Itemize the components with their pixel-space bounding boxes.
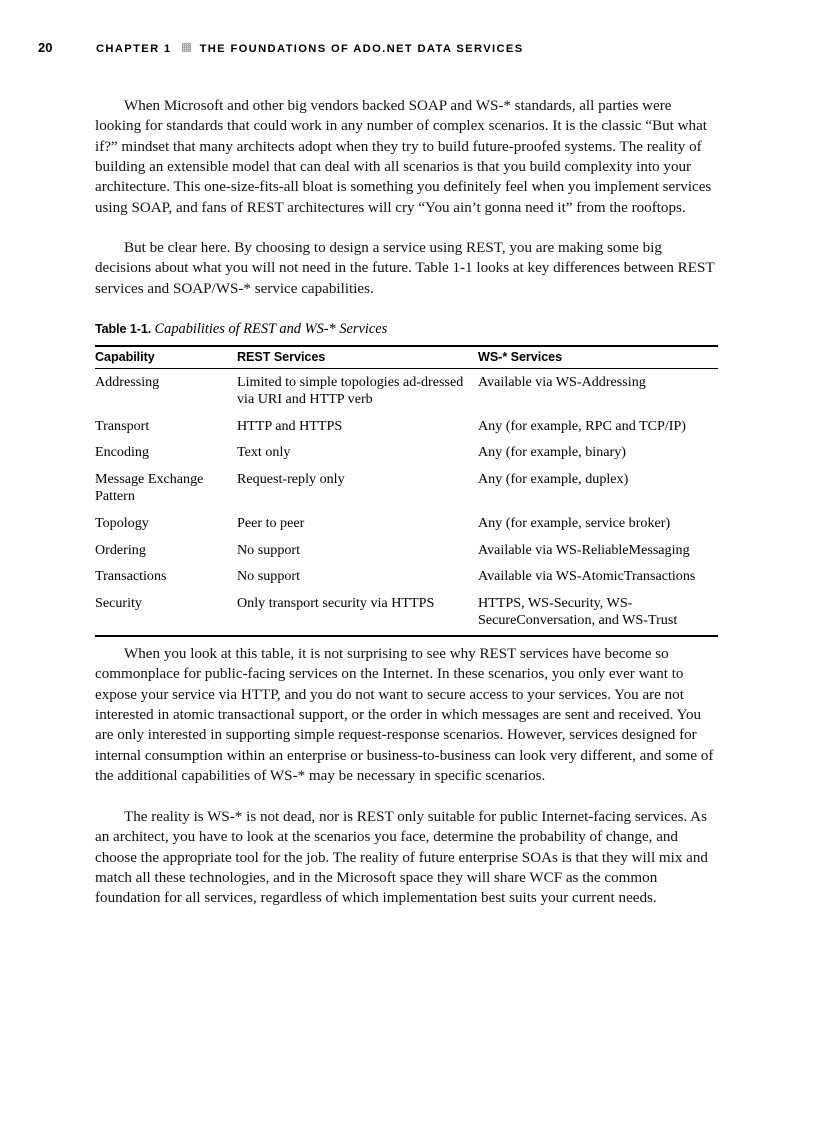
table-row xyxy=(95,413,718,440)
table-row xyxy=(95,590,718,635)
table-row xyxy=(95,511,718,538)
table-caption-label: Table 1-1. xyxy=(95,322,152,336)
cell-ws: Any (for example, RPC and TCP/IP) xyxy=(478,417,686,434)
dotted-square-ornament-icon xyxy=(182,43,191,52)
chapter-label: CHAPTER 1 xyxy=(96,43,172,55)
cell-rest: No support xyxy=(237,541,301,558)
cell-capability: Transactions xyxy=(95,568,167,585)
table-row xyxy=(95,440,718,467)
cell-ws: Available via WS-Addressing xyxy=(478,373,646,390)
cell-rest: Peer to peer xyxy=(237,515,305,532)
table-row xyxy=(95,369,718,414)
cell-ws: Any (for example, service broker) xyxy=(478,515,671,532)
cell-capability: Security xyxy=(95,594,142,611)
table-bottom-rule xyxy=(95,635,718,637)
column-header-rest-services: REST Services xyxy=(237,346,478,369)
running-head xyxy=(38,40,738,56)
table-caption xyxy=(95,320,718,338)
table-row xyxy=(95,564,718,591)
cell-ws: HTTPS, WS-Security, WS-SecureConversation, and WS-Trust xyxy=(478,594,678,629)
chapter-title: THE FOUNDATIONS OF ADO.NET DATA SERVICES xyxy=(199,43,524,55)
table-body xyxy=(95,369,718,636)
capabilities-table xyxy=(95,345,718,635)
cell-ws: Any (for example, duplex) xyxy=(478,470,629,487)
table-header-row xyxy=(95,346,718,369)
table-row xyxy=(95,466,718,510)
page-number: 20 xyxy=(38,40,53,55)
cell-rest: Text only xyxy=(237,444,291,461)
paragraph-4: The reality is WS-* is not dead, nor is REST only suitable for public Internet-facing services. As an architect, you have to look at the scenarios you face, determine the probability of change, and choose the appropriate tool for the job. The reality of future enterprise SOAs is that they will mix and match all these technologies, and in the Microsoft space they will share WCF as the common foundation for all services, regardless of which implementation best suits your current needs. xyxy=(95,809,708,907)
cell-ws: Available via WS-ReliableMessaging xyxy=(478,541,690,558)
paragraph-block-2 xyxy=(95,238,718,299)
paragraph-block-3 xyxy=(95,644,718,786)
cell-capability: Ordering xyxy=(95,541,146,558)
table-caption-title: Capabilities of REST and WS-* Services xyxy=(154,321,388,337)
cell-rest: No support xyxy=(237,568,301,585)
cell-capability: Addressing xyxy=(95,373,160,390)
paragraph-3: When you look at this table, it is not surprising to see why REST services have become so commonplace for public-facing services on the Internet. In these scenarios, you only ever want to expose your service via HTTP, and you do not want to secure access to your services. You are not interested in atomic transactional support, or the order in which messages are sent and received. You are only interested in supporting simple request-response scenarios. However, services designed for internal consumption within an enterprise or business-to-business can look very different, and some of the additional capabilities of WS-* may be necessary in specific scenarios. xyxy=(95,646,714,785)
cell-rest: Request-reply only xyxy=(237,470,345,487)
paragraph-2: But be clear here. By choosing to design a service using REST, you are making some big decisions about what you will not need in the future. Table 1-1 looks at key differences between REST services and SOAP/WS-* service capabilities. xyxy=(95,240,715,297)
cell-rest: Limited to simple topologies ad-dressed via URI and HTTP verb xyxy=(237,373,464,408)
column-header-capability: Capability xyxy=(95,346,237,369)
cell-rest: HTTP and HTTPS xyxy=(237,417,343,434)
paragraph-1: When Microsoft and other big vendors backed SOAP and WS-* standards, all parties were looking for standards that could work in any number of complex scenarios. It is the classic “But what if?” mindset that many architects adopt when they try to build future-proofed systems. The reality of building an extensible model that can deal with all scenarios is that you build complexity into your architecture. This one-size-fits-all bloat is something you definitely feel when you implement services using SOAP, and fans of REST architectures will cry “You ain’t gonna need it” from the rooftops. xyxy=(95,98,712,216)
column-header-ws-services: WS-* Services xyxy=(478,346,718,369)
cell-capability: Transport xyxy=(95,417,150,434)
cell-ws: Any (for example, binary) xyxy=(478,444,626,461)
table-row xyxy=(95,537,718,564)
table-header xyxy=(95,346,718,369)
cell-rest: Only transport security via HTTPS xyxy=(237,594,435,611)
cell-capability: Topology xyxy=(95,515,149,532)
table-block xyxy=(95,320,718,637)
cell-ws: Available via WS-AtomicTransactions xyxy=(478,568,696,585)
cell-capability: Encoding xyxy=(95,444,150,461)
cell-capability: Message Exchange Pattern xyxy=(95,470,204,505)
paragraph-block-4 xyxy=(95,807,718,909)
paragraph-block-1 xyxy=(95,96,718,218)
